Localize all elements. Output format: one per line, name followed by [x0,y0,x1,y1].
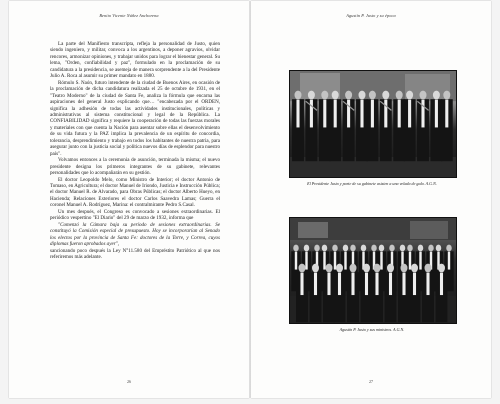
paragraph: sancionando poco después la Ley N°11.580 del Empréstito Patriótico al que nos referiremos más adelante. [50,247,220,260]
paragraph: La parte del Manifiesto transcripta, refleja la personalidad de Justo, quien siendo ingeniero, y militar, convoca a los argentinos, a deponer agravios, olvidar rencores, armonizar opiniones, y trabajar unidos para lograr el bienestar general. Su lema, "Orden, confiabilidad y paz", formulado en la proclamación de su candidatura a la presidencia, se asemeja de manera sorprendente a la del Presidente Julio A. Roca al asumir su primer mandato en 1880. [50,41,220,80]
photo-caption: El Presidente Justo y parte de su gabinete asisten a una velada de gala. A.G.N. [307,181,437,186]
paragraph: El doctor Leopoldo Melo, como Ministro de Interior; el doctor Antonio de Tomaso, en Agricultura; el doctor Manuel de Iriondo, Justicia e Instrucción Pública; el doctor Manuel R. de Alvarado, para Obras Públicas; el doctor Alberto Hueyo, en Hacienda; Relaciones Exteriores el doctor Carlos Saavedra Lamas; Guerra el coronel Manuel A. Rodríguez, Marina: el contralmirante Pedro S.Casal. [50,176,220,209]
photo-ministers-image [290,218,456,323]
photo-caption: Agustín P. Justo y sus ministros. A.G.N. [339,327,405,332]
running-head: Agustín P. Justo y su época [346,13,396,18]
running-head: Benito Vicente Núñez Anchorena [99,13,159,18]
left-page [9,1,249,398]
paragraph: Rómulo S. Naón, futuro intendente de la ciudad de Buenos Aires, en ocasión de la proclamación de dicha candidatura realizada el 25 de octubre de 1931, en el "Teatro Moderno" de la ciudad de Santa Fe, analiza la fórmula que encarna las aspiraciones del general Justo explicando que… "encabezada por el ORDEN, significa la adhesión de todas las actividades institucionales, políticas y administrativas al sistema constitucional y legal de la República. La CONFIABILIDAD significa y requiere la cooperación de todas las fuerzas morales y materiales con que cuenta la Nación para asentar sobre ellas el desenvolvimiento de su vida futura y la PAZ implica la prevalencia de un espíritu de concordia, tolerancia, desprendimiento y trabajo en todos los habitantes de nuestra patria, para asegurar junto con la justicia social y política nuevos días de esplendor para nuestro país". [50,79,220,157]
page-number: 26 [127,379,131,384]
quoted-paragraph: "Comenzó la Cámara baja su período de sesiones extraordinarias. Se constituyó la Comisión especial de presupuesto. Hoy se incorporarían al Senado los electos por la provincia de Santa Fe: doctores de la Torre, y Correa, cuyos diplomas fueron aprobados ayer", [50,221,220,248]
paragraph: Un mes después, el Congreso es convocado a sesiones extraordinarias. El periódico vespertino "El Diario" del 29 de marzo de 1932, informa que [50,208,220,222]
paragraph: Volvamos entonces a la ceremonia de asunción, terminada la misma; el nuevo presidente designa los primeros integrantes de su gabinete, relevantes personalidades que lo acompañarán en su gestión. [50,157,220,177]
body-text [50,41,220,260]
photo-gala-cabinet [289,70,457,178]
photo-gala-cabinet-image [290,71,456,177]
photo-ministers [289,217,457,324]
page-number: 27 [369,379,373,384]
right-page [251,1,491,398]
